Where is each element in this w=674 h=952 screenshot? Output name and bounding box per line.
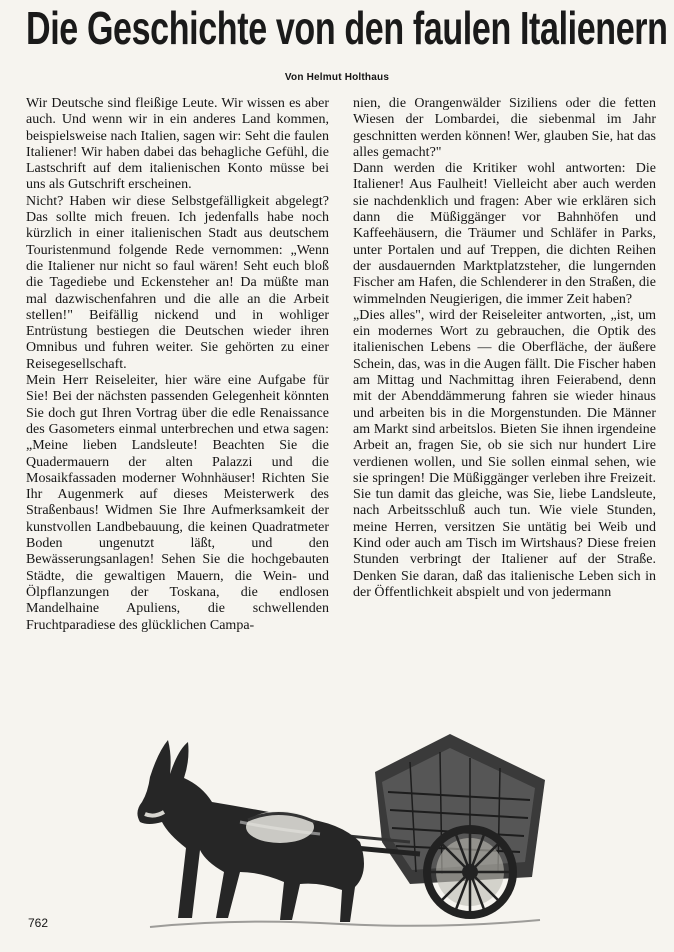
article-byline: Von Helmut Holthaus (284, 72, 390, 83)
paragraph: Nicht? Haben wir diese Selbstgefälligkeit abgelegt? Das sollte mich freuen. Ich jedenfalls habe noch kürzlich in einer italienischen Stadt aus deutschem Touristenmund folgende Rede vernommen: „Wenn die Italiener nur nicht so faul wären! Seht euch bloß die Tagediebe und Eckensteher an! Da müßte man mal dazwischenfahren und die alle an die Arbeit stellen!" Beifällig nickend und in wohliger Entrüstung bestiegen die Deutschen wieder ihren Omnibus und fuhren weiter. Sie gehörten zu einer Reisegesellschaft. (26, 193, 329, 372)
left-column (26, 96, 329, 634)
paragraph: Dann werden die Kritiker wohl antworten: Die Italiener! Aus Faulheit! Vielleicht aber auch werden sie nachdenklich und fragen: Aber wie erklären sich dann die Müßiggänger vor Bahnhöfen und Kaffeehäusern, die Träumer und Schläfer in Parks, unter Portalen und auf Treppen, die dichten Reihen der ausdauernden Marktplatzsteher, die lungernden Fischer am Hafen, die Schlenderer in den Straßen, die wimmelnden Neugierigen, die immer Zeit haben? (353, 161, 656, 307)
paragraph: nien, die Orangenwälder Siziliens oder die fetten Wiesen der Lombardei, die siebenmal im Jahr geschnitten werden können! Wer, glauben Sie, hat das alles gemacht?" (353, 96, 656, 160)
donkey-drawing (137, 740, 364, 922)
wheel-drawing (427, 829, 513, 915)
paragraph: Wir Deutsche sind fleißige Leute. Wir wissen es aber auch. Und wenn wir in ein anderes Land kommen, beispielsweise nach Italien, sagen wir: Seht die faulen Italiener! Wir haben dabei das behagliche Gefühl, die Lastschrift auf dem italienischen Konto müsse bei uns als Gutschrift erscheinen. (26, 96, 329, 193)
right-column (353, 96, 656, 601)
page-number: 762 (28, 916, 49, 930)
donkey-cart-illustration (120, 722, 560, 937)
paragraph: Mein Herr Reiseleiter, hier wäre eine Aufgabe für Sie! Bei der nächsten passenden Gelegenheit könnten Sie doch gut Ihren Vortrag über die edle Renaissance des Gasometers einmal unterbrechen und etwa sagen: „Meine lieben Landsleute! Beachten Sie die Quadermauern der alten Palazzi und die Mosaikfassaden moderner Wohnhäuser! Richten Sie Ihr Augenmerk auf dieses Meisterwerk des Straßenbaus! Widmen Sie Ihre Aufmerksamkeit der kunstvollen Landbebauung, die keinen Quadratmeter Boden ungenutzt läßt, und den Bewässerungsanlagen! Sehen Sie die hochgebauten Städte, die gewaltigen Mauern, die Wein- und Ölpflanzungen der Toskana, die endlosen Mandelhaine Apuliens, die schwellenden Fruchtparadiese des glücklichen Campa- (26, 373, 329, 633)
article-title: Die Geschichte von den faulen Italienern (26, 2, 668, 54)
paragraph: „Dies alles", wird der Reiseleiter antworten, „ist, um ein modernes Wort zu gebrauchen, die Optik des italienischen Lebens — die Oberfläche, der äußere Schein, das, was in die Augen fällt. Die Fischer haben am Mittag und Nachmittag ihren Feierabend, denn mit der Abenddämmerung fahren sie wieder hinaus und arbeiten bis in die Morgenstunden. Die Männer am Markt sind arbeitslos. Bieten Sie ihnen irgendeine Arbeit an, fragen Sie, ob sie sich nur hundert Lire verdienen wollen, und Sie sollen einmal sehen, wie sie springen! Die Müßiggänger verleben ihre Freizeit. Sie tun damit das gleiche, was Sie, liebe Landsleute, nach Arbeitsschluß auch tun. Wie viele Stunden, meine Herren, versitzen Sie untätig bei Weib und Kind oder auch am Tisch im Wirtshaus? Diese freien Stunden verbringt der Italiener auf der Straße. Denken Sie daran, daß das italienische Leben sich in der Öffentlichkeit abspielt und von jedermann (353, 307, 656, 600)
